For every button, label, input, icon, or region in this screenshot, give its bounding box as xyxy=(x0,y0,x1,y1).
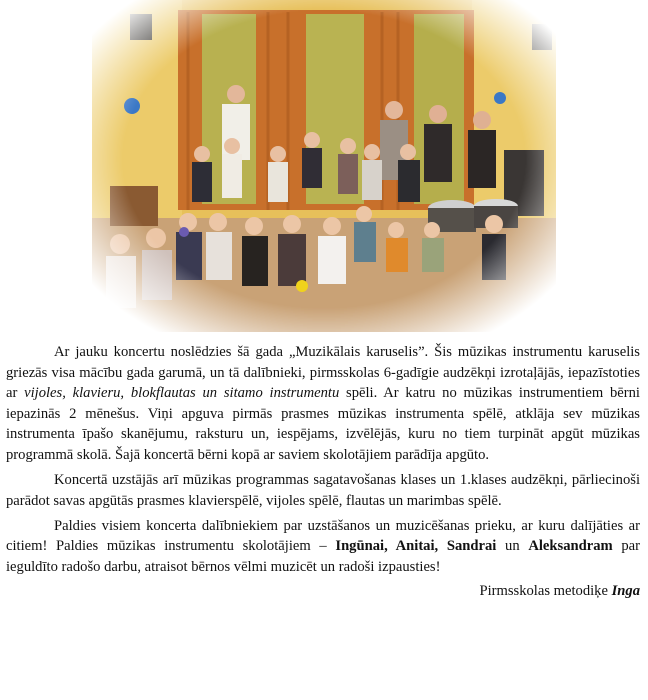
paragraph-3 xyxy=(6,516,640,578)
paragraph-3-conjunction: un xyxy=(496,538,529,555)
group-photo-illustration xyxy=(92,0,556,332)
paragraph-2 xyxy=(6,470,640,511)
signature-name: Inga xyxy=(611,583,640,600)
speaker-right xyxy=(532,24,552,50)
paragraph-3-text-b: par ieguldīto radošo darbu, atraisot bērnos vēlmi muzicēt un radoši izpausties! xyxy=(6,538,640,575)
paragraph-1-text-a: Ar jauku koncertu noslēdzies šā gada „Muzikālais karuselis”. Šis mūzikas instrumentu karuselis griezās visa mācību gada garumā, un tā dalībnieki, pirmsskolas 6-gadīgie audzēkņi izrotaļājās, iepazīstoties ar xyxy=(6,344,640,402)
paragraph-3-text-a: Paldies visiem koncerta dalībniekiem par uzstāšanos un muzicēšanas prieku, ar kuru dalījāties ar citiem! Paldies mūzikas instrumentu skolotājiem – xyxy=(6,517,640,555)
group-photo xyxy=(92,0,556,332)
paragraph-2-text: Koncertā uzstājās arī mūzikas programmas sagatavošanas klases un 1.klases audzēkņi, pārliecinoši parādot savas apgūtās prasmes klavierspēlē, vijoles spēlē, flautas un marimbas spēlē. xyxy=(6,471,640,509)
signature-role: Pirmsskolas metodiķe xyxy=(479,583,612,600)
teacher-name-aleksandram: Aleksandram xyxy=(528,538,613,555)
article-body xyxy=(6,342,640,602)
speaker-left xyxy=(130,14,152,40)
paragraph-1 xyxy=(6,342,640,466)
instrument-list-italic: vijoles, klavieru, blokflautas un sitamo instrumentu xyxy=(24,385,340,402)
signature xyxy=(6,581,640,602)
paragraph-1-text-b: spēli. Ar katru no mūzikas instrumentiem bērni iepazinās 2 mēnešus. Viņi apguva pirmās prasmes mūzikas instrumenta spēlē, atklāja sev mūzikas instrumenta īpašo skanējumu, raksturu un, iespējams, izvēlējās, kuru no tiem turpināt apgūt mūzikas programmā skolā. Šajā koncertā bērni kopā ar saviem skolotājiem parādīja apgūto. xyxy=(6,385,640,463)
teacher-names-bold: Ingūnai, Anitai, Sandrai xyxy=(335,538,497,555)
